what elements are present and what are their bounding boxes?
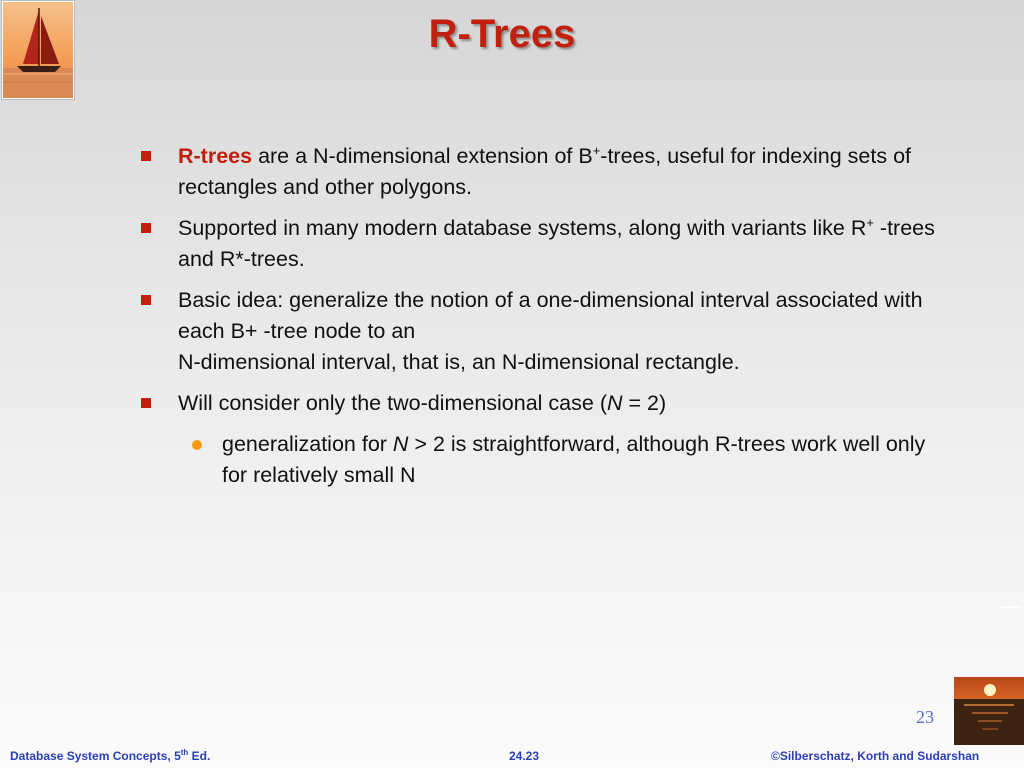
square-bullet-icon xyxy=(141,223,151,233)
slide-content xyxy=(140,141,940,491)
bullet-two-dimensional: Will consider only the two-dimensional case (N = 2) xyxy=(140,388,940,419)
slide-title: R-Trees xyxy=(428,12,576,56)
square-bullet-icon xyxy=(141,151,151,161)
sub-bullet-generalization: generalization for N > 2 is straightforward, although R-trees work well only for relatively small N xyxy=(140,429,940,491)
footer-copyright: ©Silberschatz, Korth and Sudarshan xyxy=(771,749,980,763)
bullet-rtrees-definition: R-trees are a N-dimensional extension of B+-trees, useful for indexing sets of rectangles and other polygons. xyxy=(140,141,940,203)
bullet-database-support: Supported in many modern database systems, along with variants like R+ -trees and R*-trees. xyxy=(140,213,940,275)
footer-page-number: 24.23 xyxy=(509,749,540,763)
bullet-basic-idea: Basic idea: generalize the notion of a one-dimensional interval associated with each B+ -tree node to an N-dimensional interval, that is, an N-dimensional rectangle. xyxy=(140,285,940,378)
slide-number: 23 xyxy=(916,707,934,727)
round-bullet-icon xyxy=(192,440,202,450)
footer-book-title: Database System Concepts, 5th Ed. xyxy=(10,748,211,763)
square-bullet-icon xyxy=(141,398,151,408)
sunset-logo xyxy=(954,677,1024,745)
decorative-swoosh xyxy=(996,606,1024,614)
rtrees-term: R-trees xyxy=(178,144,253,168)
square-bullet-icon xyxy=(141,295,151,305)
